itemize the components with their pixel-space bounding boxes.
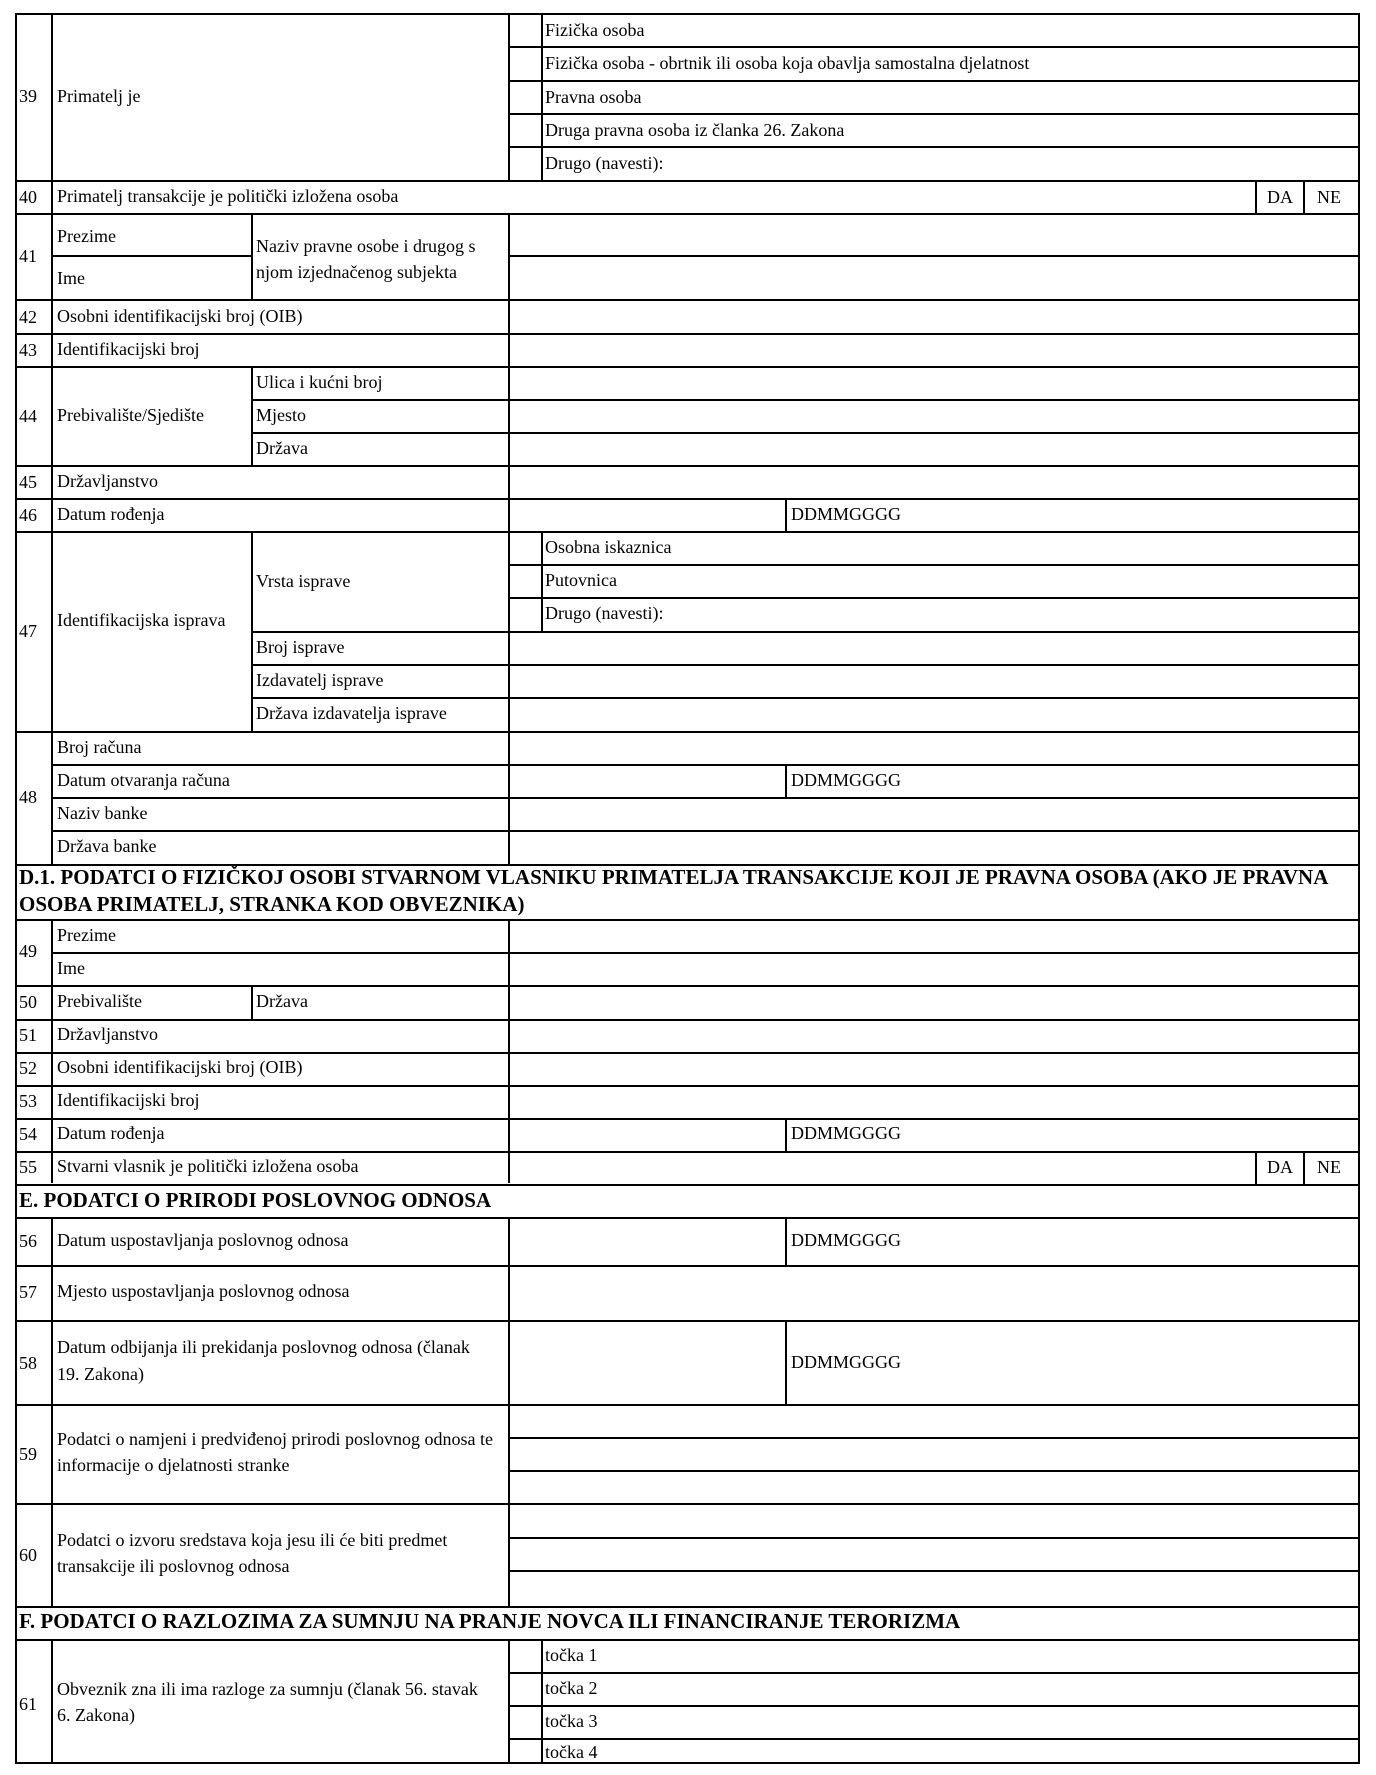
row-line	[508, 597, 1360, 599]
option-label: Pravna osoba	[545, 87, 642, 107]
checkbox-tocka-3[interactable]	[510, 1707, 541, 1738]
row-line	[15, 531, 1360, 533]
row-number: 48	[19, 787, 37, 807]
citizenship-input[interactable]	[510, 467, 1358, 498]
id-number-input[interactable]	[510, 335, 1358, 366]
row-number: 46	[19, 505, 37, 525]
number-column-line	[51, 1640, 53, 1763]
top-border	[15, 13, 1360, 15]
option-label: Drugo (navesti):	[545, 603, 664, 623]
outer-right-border	[1358, 13, 1360, 1763]
date-column-line	[785, 499, 787, 532]
row-line	[508, 46, 1360, 48]
row-number: 39	[19, 86, 37, 106]
row-number: 49	[19, 941, 37, 961]
purpose-label: Podatci o namjeni i predviđenoj prirodi poslovnog odnosa te informacije o djelatnosti stranke	[57, 1429, 493, 1475]
row-number: 45	[19, 472, 37, 492]
country-label: Država	[256, 438, 308, 458]
relation-date-input[interactable]	[510, 1219, 785, 1265]
funds-source-label: Podatci o izvoru sredstava koja jesu ili će biti predmet transakcije ili poslovnog odnosa	[57, 1530, 448, 1576]
bo-oib-input[interactable]	[510, 1054, 1358, 1085]
bo-name-label: Ime	[57, 958, 85, 978]
row-number: 47	[19, 621, 37, 641]
number-column-line	[51, 1218, 53, 1607]
bo-id-number-label: Identifikacijski broj	[57, 1090, 200, 1110]
row-number: 59	[19, 1444, 37, 1464]
doc-type-label: Vrsta isprave	[256, 571, 351, 591]
row-line	[15, 1151, 1360, 1153]
section-heading-e: E. PODATCI O PRIRODI POSLOVNOG ODNOSA	[19, 1188, 492, 1212]
bo-surname-label: Prezime	[57, 925, 116, 945]
bo-country-label: Država	[256, 991, 308, 1011]
checkbox-fizicka-osoba[interactable]	[510, 15, 541, 46]
sublabel-column-line	[251, 213, 253, 300]
residence-label: Prebivalište/Sjedište	[57, 405, 204, 425]
bo-country-input[interactable]	[510, 987, 1358, 1019]
checkbox-druga-pravna-osoba[interactable]	[510, 115, 541, 146]
relation-place-label: Mjesto uspostavljanja poslovnog odnosa	[57, 1281, 350, 1301]
bo-id-number-input[interactable]	[510, 1087, 1358, 1118]
issuer-country-label: Država izdavatelja isprave	[256, 703, 447, 723]
row-line	[508, 1738, 1360, 1740]
checkbox-drugo[interactable]	[510, 148, 541, 180]
bank-input[interactable]	[510, 799, 1358, 830]
birth-date-input[interactable]	[510, 500, 785, 531]
bo-pep-label: Stvarni vlasnik je politički izložena osoba	[57, 1156, 359, 1176]
bo-residence-label: Prebivalište	[57, 991, 142, 1011]
option-label: Fizička osoba	[545, 20, 645, 40]
account-input[interactable]	[510, 733, 1358, 764]
row-number: 42	[19, 307, 37, 327]
doc-number-label: Broj isprave	[256, 637, 345, 657]
date-column-line	[785, 1118, 787, 1152]
section-heading-f: F. PODATCI O RAZLOZIMA ZA SUMNJU NA PRANJE NOVCA ILI FINANCIRANJE TERORIZMA	[19, 1609, 961, 1633]
option-label: Druga pravna osoba iz članka 26. Zakona	[545, 120, 845, 140]
date-format-hint: DDMMGGGG	[791, 504, 902, 524]
id-document-label: Identifikacijska isprava	[57, 610, 226, 630]
row-number: 44	[19, 406, 37, 426]
row-number: 56	[19, 1231, 37, 1251]
checkbox-tocka-2[interactable]	[510, 1674, 541, 1705]
outer-left-border	[15, 13, 17, 1763]
street-label: Ulica i kućni broj	[256, 372, 383, 392]
date-column-line	[785, 764, 787, 798]
bank-country-input[interactable]	[510, 832, 1358, 864]
bo-surname-input[interactable]	[510, 921, 1358, 952]
citizenship-label: Državljanstvo	[57, 471, 158, 491]
row-number: 55	[19, 1157, 37, 1177]
row-line	[508, 80, 1360, 82]
open-date-input[interactable]	[510, 766, 785, 797]
number-column-line	[51, 13, 53, 865]
legal-name-label: Naziv pravne osobe i drugog s njom izjednačenog subjekta	[256, 236, 476, 282]
option-label: točka 1	[545, 1645, 598, 1665]
country-input[interactable]	[510, 434, 1358, 465]
row-line	[15, 180, 1360, 182]
account-label: Broj računa	[57, 737, 142, 757]
row-number: 53	[19, 1091, 37, 1111]
row-number: 58	[19, 1353, 37, 1373]
option-label: Putovnica	[545, 570, 617, 590]
ne-label: NE	[1317, 1157, 1341, 1177]
recipient-type-label: Primatelj je	[57, 86, 141, 106]
sublabel-column-line	[251, 986, 253, 1020]
option-label: točka 3	[545, 1711, 598, 1731]
checkbox-tocka-1[interactable]	[510, 1641, 541, 1672]
issuer-label: Izdavatelj isprave	[256, 670, 384, 690]
checkbox-osobna-iskaznica[interactable]	[510, 533, 541, 564]
bo-birth-date-label: Datum rođenja	[57, 1123, 165, 1143]
checkbox-column-line	[541, 13, 543, 181]
pep-label: Primatelj transakcije je politički izložena osoba	[57, 186, 399, 206]
checkbox-drugo-isprava[interactable]	[510, 599, 541, 631]
checkbox-tocka-4[interactable]	[510, 1740, 541, 1762]
relation-place-input[interactable]	[510, 1267, 1358, 1320]
section-heading-d1: D.1. PODATCI O FIZIČKOJ OSOBI STVARNOM VLASNIKU PRIMATELJA TRANSAKCIJE KOJI JE PRAVNA OSOBA (AKO JE PRAVNA OSOBA PRIMATELJ, STRANKA KOD OBVEZNIKA)	[19, 865, 1328, 916]
row-number: 40	[19, 187, 37, 207]
suspicion-label: Obveznik zna ili ima razloge za sumnju (članak 56. stavak 6. Zakona)	[57, 1679, 478, 1725]
date-format-hint: DDMMGGGG	[791, 1123, 902, 1143]
oib-input[interactable]	[510, 301, 1358, 333]
bank-country-label: Država banke	[57, 836, 157, 856]
place-input[interactable]	[510, 401, 1358, 432]
option-label: točka 4	[545, 1742, 598, 1762]
option-label: Osobna iskaznica	[545, 537, 672, 557]
row-number: 57	[19, 1282, 37, 1302]
sublabel-column-line	[251, 366, 253, 465]
funds-source-input[interactable]	[510, 1505, 1358, 1606]
option-label: Drugo (navesti):	[545, 153, 664, 173]
checkbox-obrtnik[interactable]	[510, 48, 541, 80]
row-line	[15, 1184, 1360, 1186]
row-number: 61	[19, 1694, 37, 1714]
purpose-input[interactable]	[510, 1406, 1358, 1503]
date-format-hint: DDMMGGGG	[791, 1352, 902, 1372]
bottom-border	[15, 1762, 1360, 1764]
street-input[interactable]	[510, 368, 1358, 399]
legal-name-input[interactable]	[510, 215, 1358, 255]
option-label: točka 2	[545, 1678, 598, 1698]
row-line	[15, 1639, 1360, 1641]
surname-label: Prezime	[57, 226, 116, 246]
legal-name-input-2[interactable]	[510, 257, 1358, 299]
row-number: 52	[19, 1058, 37, 1078]
row-number: 43	[19, 340, 37, 360]
doc-number-input[interactable]	[510, 633, 1358, 664]
row-line	[508, 113, 1360, 115]
date-format-hint: DDMMGGGG	[791, 770, 902, 790]
birth-date-label: Datum rođenja	[57, 504, 165, 524]
termination-date-label: Datum odbijanja ili prekidanja poslovnog odnosa (članak 19. Zakona)	[57, 1337, 470, 1384]
row-number: 54	[19, 1124, 37, 1144]
oib-label: Osobni identifikacijski broj (OIB)	[57, 306, 303, 326]
bo-birth-date-input[interactable]	[510, 1120, 785, 1151]
row-number: 50	[19, 992, 37, 1012]
row-number: 60	[19, 1545, 37, 1565]
checkbox-column-line	[541, 532, 543, 632]
checkbox-putovnica[interactable]	[510, 566, 541, 597]
row-number: 51	[19, 1025, 37, 1045]
row-line	[51, 255, 251, 257]
open-date-label: Datum otvaranja računa	[57, 770, 230, 790]
relation-date-label: Datum uspostavljanja poslovnog odnosa	[57, 1230, 349, 1250]
date-column-line	[785, 1218, 787, 1265]
da-label: DA	[1267, 1157, 1293, 1177]
place-label: Mjesto	[256, 405, 307, 425]
id-number-label: Identifikacijski broj	[57, 339, 200, 359]
row-number: 41	[19, 246, 37, 266]
row-line	[508, 146, 1360, 148]
row-line	[508, 1705, 1360, 1707]
name-label: Ime	[57, 268, 85, 288]
issuer-country-input[interactable]	[510, 699, 1358, 731]
option-label: Fizička osoba - obrtnik ili osoba koja obavlja samostalna djelatnost	[545, 53, 1030, 73]
da-label: DA	[1267, 187, 1293, 207]
date-format-hint: DDMMGGGG	[791, 1230, 902, 1250]
ne-label: NE	[1317, 187, 1341, 207]
bo-citizenship-input[interactable]	[510, 1021, 1358, 1052]
checkbox-pravna-osoba[interactable]	[510, 82, 541, 113]
termination-date-input[interactable]	[510, 1322, 785, 1404]
bo-name-input[interactable]	[510, 954, 1358, 985]
bank-label: Naziv banke	[57, 803, 148, 823]
row-line	[508, 564, 1360, 566]
bo-oib-label: Osobni identifikacijski broj (OIB)	[57, 1057, 303, 1077]
issuer-input[interactable]	[510, 666, 1358, 697]
checkbox-column-line	[541, 1640, 543, 1763]
date-column-line	[785, 1321, 787, 1405]
bo-citizenship-label: Državljanstvo	[57, 1024, 158, 1044]
row-line	[508, 1672, 1360, 1674]
